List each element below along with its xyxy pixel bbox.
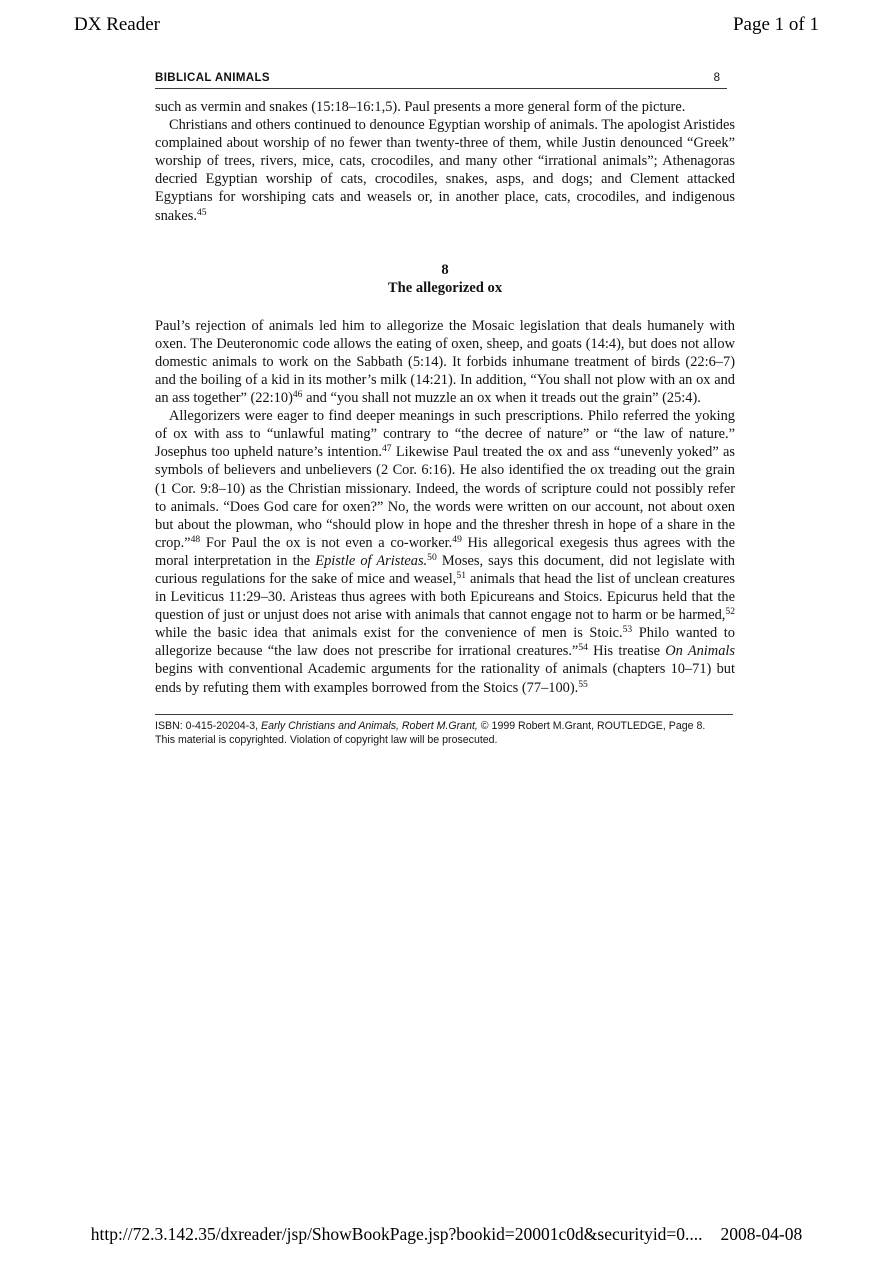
paragraph-allegorizers-c: For Paul the ox is not even a co-worker. <box>200 534 453 551</box>
paragraph-pauls-rejection <box>155 317 735 407</box>
title-on-animals: On Animals <box>665 643 735 660</box>
paragraph-pauls-rejection-a: Paul’s rejection of animals led him to allegorize the Mosaic legislation that deals humanely with oxen. The Deuteronomic code allows the eating of oxen, sheep, and goats (14:4), but does not allow domestic animals to work on the Sabbath (5:14). It forbids inhumane treatment of birds (22:6–7) and the boiling of a kid in its mother’s milk (14:21). In addition, “You shall not plow with an ox and an ass together” (22:10) <box>155 317 735 407</box>
copyright-isbn: ISBN: 0-415-20204-3, <box>155 719 261 732</box>
print-header <box>74 14 819 40</box>
page-indicator: Page 1 of 1 <box>732 14 819 35</box>
running-head <box>155 72 727 88</box>
footnote-ref-49: 49 <box>452 533 462 545</box>
print-footer <box>0 1224 893 1245</box>
paragraph-allegorizers-b: Likewise Paul treated the ox and ass “unevenly yoked” as symbols of believers and unbelievers (2 Cor. 6:16). He also identified the ox treading out the grain (1 Cor. 9:8–10) as the Christian missionary. Indeed, the words of scripture could not possibly refer to animals. “Does God care for oxen?” No, the words were written on our account, not about oxen but about the plowman, who “should plow in hope and the thresher thresh in hope of a share in the crop.” <box>155 444 735 551</box>
footnote-ref-55: 55 <box>578 678 588 690</box>
footnote-ref-53: 53 <box>622 624 633 636</box>
running-head-title: BIBLICAL ANIMALS <box>155 72 271 84</box>
paragraph-allegorizers-j: begins with conventional Academic arguments for the rationality of animals (chapters 10–71) but ends by refuting them with examples borrowed from the Stoics (77–100). <box>155 661 735 696</box>
footnote-ref-52: 52 <box>725 606 735 618</box>
copyright-line-2: This material is copyrighted. Violation of copyright law will be prosecuted. <box>155 733 498 746</box>
copyright-line-1 <box>155 720 731 733</box>
source-url: http://72.3.142.35/dxreader/jsp/ShowBookPage.jsp?bookid=20001c0d&securityid=0.... <box>90 1224 703 1244</box>
title-epistle-of-aristeas: Epistle of Aristeas. <box>315 552 428 569</box>
print-date: 2008-04-08 <box>720 1224 803 1244</box>
text-block-intro <box>155 98 735 225</box>
footnote-ref-50: 50 <box>427 551 437 563</box>
paragraph-continuation: such as vermin and snakes (15:18–16:1,5). Paul presents a more general form of the picture. <box>155 99 686 115</box>
paragraph-allegorizers-a: Allegorizers were eager to find deeper meanings in such prescriptions. Philo referred the yoking of ox with ass to “unlawful mating” contrary to “the decree of nature” or “the law of nature.” Josephus too upheld nature’s intention. <box>155 408 735 461</box>
paragraph-allegorizers-d: His allegorical exegesis thus agrees with the moral interpretation in the <box>155 534 735 569</box>
footnote-ref-46: 46 <box>292 389 303 401</box>
paragraph-allegorizers-g: while the basic idea that animals exist for the convenience of men is Stoic. <box>155 625 623 642</box>
paragraph-christians <box>155 116 735 225</box>
copyright-divider-wrap <box>155 714 735 715</box>
copyright-divider <box>155 714 733 715</box>
footnote-ref-48: 48 <box>190 533 201 545</box>
footnote-ref-45: 45 <box>196 206 207 218</box>
text-block-section <box>155 317 735 697</box>
section-number: 8 <box>441 261 449 278</box>
app-title: DX Reader <box>74 14 160 35</box>
footnote-ref-54: 54 <box>578 642 588 654</box>
copyright-publisher: © 1999 Robert M.Grant, ROUTLEDGE, Page 8. <box>477 719 706 732</box>
paragraph-christians-text: Christians and others continued to denounce Egyptian worship of animals. The apologist Aristides complained about worship of no fewer than twenty-three of them, while Justin denounced “Greek” worship of trees, rivers, mice, cats, crocodiles, and many other “irrational animals”; Athenagoras decried Egyptian worship of cats, crocodiles, snakes, asps, and dogs; and Clement attacked Egyptians for worshiping cats and weasels or, in another place, cats, crocodiles, and indigenous snakes. <box>155 117 735 224</box>
paragraph-pauls-rejection-b: and “you shall not muzzle an ox when it treads out the grain” (25:4). <box>302 390 701 407</box>
book-page <box>155 72 735 747</box>
copyright-notice <box>155 720 731 747</box>
paragraph-allegorizers-e: Moses, says this document, did not legislate with curious regulations for the sake of mice and weasel, <box>155 552 735 587</box>
page-folio-number: 8 <box>713 72 720 84</box>
footnote-ref-51: 51 <box>456 569 466 581</box>
paragraph-allegorizers-f: animals that head the list of unclean creatures in Leviticus 11:29–30. Aristeas thus agrees with both Epicureans and Stoics. Epicurus held that the question of just or unjust does not arise with animals that cannot engage not to harm or be harmed, <box>155 570 735 624</box>
paragraph-allegorizers-h: Philo wanted to allegorize because “the law does not prescribe for irrational creatures.” <box>155 625 735 660</box>
paragraph-allegorizers-i: His treatise <box>587 643 666 660</box>
footnote-ref-47: 47 <box>382 443 392 455</box>
header-divider <box>155 88 727 89</box>
copyright-book-title: Early Christians and Animals, Robert M.Grant, <box>261 719 478 732</box>
section-title: The allegorized ox <box>387 279 503 296</box>
paragraph-allegorizers <box>155 407 735 697</box>
